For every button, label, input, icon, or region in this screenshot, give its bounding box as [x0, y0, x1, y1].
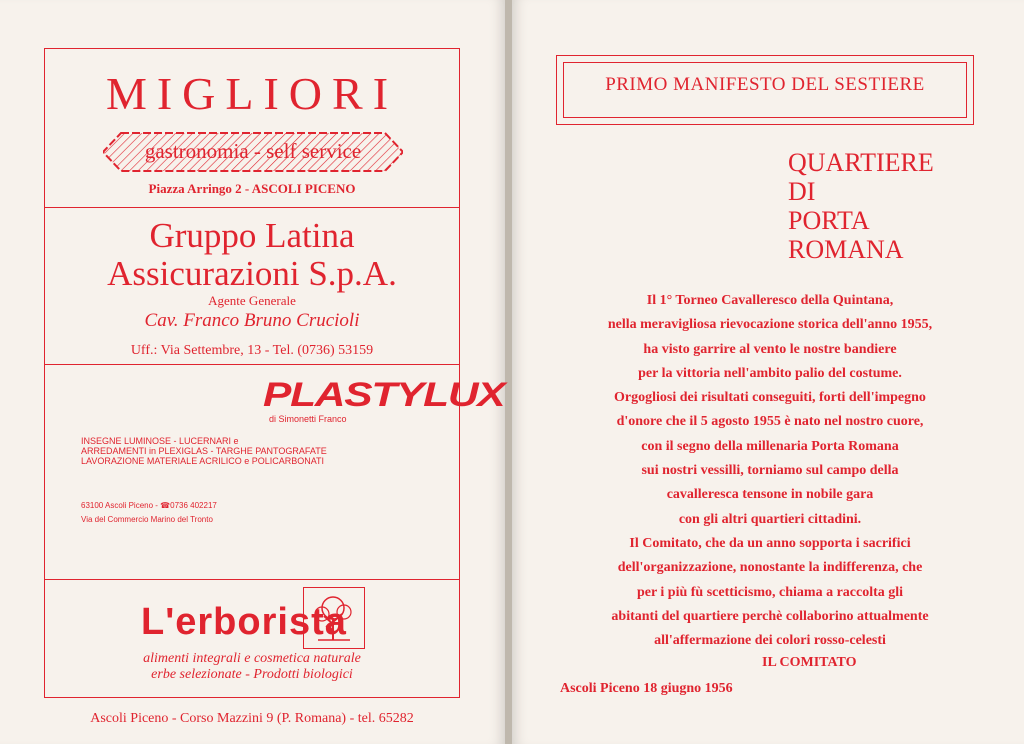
contact-line: Via del Commercio Marino del Tronto — [81, 515, 213, 524]
place-date: Ascoli Piceno 18 giugno 1956 — [560, 681, 733, 696]
service-line: LAVORAZIONE MATERIALE ACRILICO e POLICARBONATI — [81, 456, 325, 466]
tree-icon — [303, 587, 365, 649]
erborista-address: Ascoli Piceno - Corso Mazzini 9 (P. Romana) - tel. 65282 — [90, 711, 414, 726]
agent-name: Cav. Franco Bruno Crucioli — [144, 310, 360, 331]
contact-line: 63100 Ascoli Piceno - ☎0736 402217 — [81, 501, 217, 510]
ad-erborista — [45, 579, 459, 726]
quartiere-title — [788, 148, 934, 264]
body-line: Il 1° Torneo Cavalleresco della Quintana, — [646, 293, 894, 308]
gruppo-latina-name — [45, 217, 459, 293]
title-line: DI — [788, 177, 816, 206]
body-line: Il Comitato, che da un anno sopporta i sacrifici — [629, 535, 911, 551]
manifesto-header: PRIMO MANIFESTO DEL SESTIERE — [605, 74, 925, 95]
body-line: Orgogliosi dei risultati conseguiti, forti dell'impegno — [614, 390, 926, 406]
manifesto-body — [540, 289, 1000, 653]
book-gutter — [505, 0, 512, 744]
body-line: con il segno della millenaria Porta Romana — [641, 438, 899, 454]
signature: IL COMITATO — [762, 655, 857, 670]
service-line: ARREDAMENTI in PLEXIGLAS - TARGHE PANTOGRAFATE — [81, 446, 327, 456]
ad-plastylux — [45, 364, 505, 579]
body-line: ha visto garrire al vento le nostre bandiere — [643, 341, 897, 357]
ad-gruppo-latina — [45, 207, 459, 364]
manifesto-header-box — [556, 55, 974, 125]
ad-migliori — [45, 49, 459, 207]
gruppo-line1: Gruppo Latina — [149, 216, 355, 255]
body-line: dell'organizzazione, nonostante la indifferenza, che — [617, 560, 923, 576]
advertisements-frame — [44, 48, 505, 726]
plastylux-services — [81, 436, 327, 466]
plastylux-logo: PLASTYLUX — [263, 376, 505, 414]
service-line: INSEGNE LUMINOSE - LUCERNARI e — [81, 436, 239, 446]
migliori-title: MIGLIORI — [105, 68, 399, 119]
gruppo-line2: Assicurazioni S.p.A. — [107, 254, 397, 293]
title-line: QUARTIERE — [788, 148, 934, 177]
gastronomia-tagline: gastronomia - self service — [144, 139, 362, 163]
erborista-logo: L'erborista — [141, 601, 347, 643]
body-line: per i più fù scetticismo, chiama a raccolta gli — [636, 584, 904, 600]
body-line: con gli altri quartieri cittadini. — [678, 511, 862, 527]
body-line: nella meravigliosa rievocazione storica dell'anno 1955, — [607, 317, 933, 333]
plastylux-owner: di Simonetti Franco — [269, 414, 347, 424]
title-line: PORTA — [788, 206, 870, 235]
plastylux-contact — [81, 499, 217, 527]
slogan-line: erbe selezionate - Prodotti biologici — [151, 667, 353, 682]
erborista-slogan — [45, 651, 459, 683]
body-line: abitanti del quartiere perchè collaborino attualmente — [611, 608, 929, 624]
body-line: d'onore che il 5 agosto 1955 è nato nel nostro cuore, — [616, 414, 924, 430]
body-line: per la vittoria nell'ambito palio del costume. — [638, 365, 902, 381]
body-line: all'affermazione dei colori rosso-celesti — [654, 633, 886, 649]
title-line: ROMANA — [788, 235, 904, 264]
slogan-line: alimenti integrali e cosmetica naturale — [143, 651, 361, 666]
office-address: Uff.: Via Settembre, 13 - Tel. (0736) 53159 — [130, 343, 374, 358]
body-line: sui nostri vessilli, torniamo sul campo della — [641, 463, 899, 479]
migliori-address: Piazza Arringo 2 - ASCOLI PICENO — [148, 181, 356, 196]
body-line: cavalleresca tensone in nobile gara — [666, 487, 874, 503]
gastronomia-banner — [103, 129, 403, 175]
agent-role: Agente Generale — [208, 293, 296, 308]
